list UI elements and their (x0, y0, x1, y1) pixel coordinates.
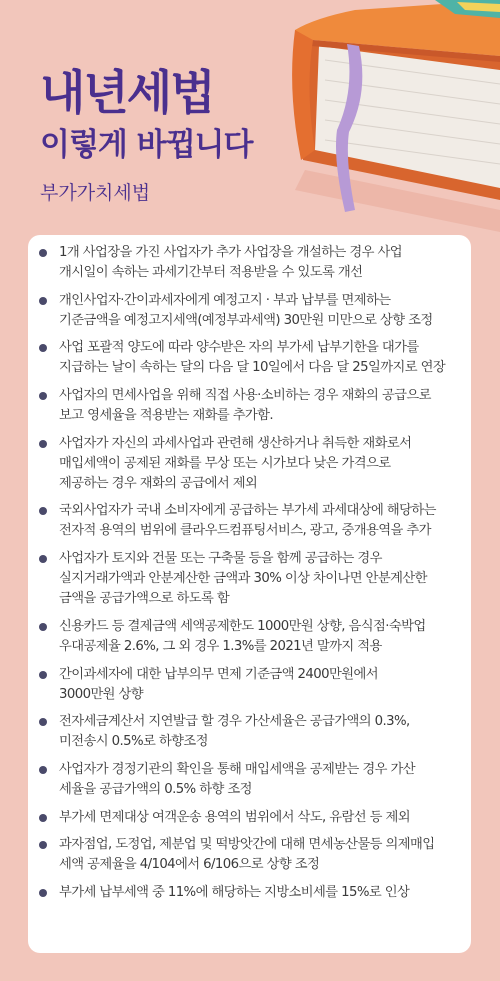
content-card (28, 235, 471, 953)
list-item (28, 386, 471, 426)
list-item-text: 3000만원 상향 (59, 686, 144, 702)
list-item (28, 501, 471, 541)
list-item-text: 국외사업자가 국내 소비자에게 공급하는 부가세 과세대상에 해당하는 (59, 503, 436, 519)
list-item-text: 1개 사업장을 가진 사업자가 추가 사업장을 개설하는 경우 사업 (59, 245, 402, 260)
list-item-text: 제공하는 경우 재화의 공급에서 제외 (59, 475, 258, 491)
list-item-text: 지급하는 날이 속하는 달의 다음 달 10일에서 다음 달 25일까지로 연장 (59, 360, 446, 376)
list-item (28, 617, 471, 657)
bullet-icon (39, 889, 47, 897)
header (0, 0, 500, 232)
list-item-text: 우대공제율 2.6%, 그 외 경우 1.3%를 2021년 말까지 적용 (59, 638, 382, 654)
bullet-icon (39, 392, 47, 400)
list-item (28, 712, 471, 752)
bullet-icon (39, 766, 47, 774)
bullet-icon (39, 623, 47, 631)
tax-change-list (28, 235, 471, 903)
list-item-text: 간이과세자에 대한 납부의무 면제 기준금액 2400만원에서 (59, 666, 378, 682)
list-item-text: 사업자가 토지와 건물 또는 구축물 등을 함께 공급하는 경우 (59, 551, 382, 567)
list-item-text: 부가세 면제대상 여객운송 용역의 범위에서 삭도, 유람선 등 제외 (59, 809, 411, 825)
list-item-text: 개시일이 속하는 과세기간부터 적용받을 수 있도록 개선 (59, 265, 363, 280)
list-item (28, 338, 471, 378)
list-item-text: 과자점업, 도정업, 제분업 및 떡방앗간에 대해 면세농산물등 의제매입 (59, 837, 435, 853)
list-item-text: 전자적 용역의 범위에 클라우드컴퓨팅서비스, 광고, 중개용역을 추가 (59, 523, 431, 539)
book-illustration-icon (285, 0, 500, 232)
list-item-text: 세액 공제율을 4/104에서 6/106으로 상향 조정 (59, 857, 320, 873)
bullet-icon (39, 297, 47, 305)
bullet-icon (39, 507, 47, 515)
list-item-text: 실지거래가액과 안분계산한 금액과 30% 이상 차이나면 안분계산한 (59, 571, 427, 587)
page-title: 내년세법 (40, 66, 214, 121)
list-item-text: 전자세금계산서 지연발급 할 경우 가산세율은 공급가액의 0.3%, (59, 714, 410, 730)
list-item-text: 금액을 공급가액으로 하도록 함 (59, 591, 230, 607)
list-item-text: 개인사업자·간이과세자에게 예정고지 · 부과 납부를 면제하는 (59, 292, 391, 308)
list-item (28, 434, 471, 494)
list-item-text: 사업자가 경정기관의 확인을 통해 매입세액을 공제받는 경우 가산 (59, 761, 415, 777)
page-subtitle: 이렇게 바뀝니다 (40, 127, 253, 163)
category-label: 부가가치세법 (40, 182, 151, 204)
list-item-text: 사업자의 면세사업을 위해 직접 사용·소비하는 경우 재화의 공급으로 (59, 388, 431, 404)
list-item-text: 신용카드 등 결제금액 세액공제한도 1000만원 상향, 음식점·숙박업 (59, 618, 426, 634)
list-item-text: 미전송시 0.5%로 하향조정 (59, 734, 208, 750)
list-item-text: 사업 포괄적 양도에 따라 양수받은 자의 부가세 납부기한을 대가를 (59, 340, 419, 356)
bullet-icon (39, 249, 47, 257)
bullet-icon (39, 555, 47, 563)
bullet-icon (39, 671, 47, 679)
list-item (28, 883, 471, 903)
bullet-icon (39, 344, 47, 352)
list-item-text: 기준금액을 예정고지세액(예정부과세액) 30만원 미만으로 상향 조정 (59, 312, 433, 328)
list-item (28, 808, 471, 828)
list-item (28, 243, 471, 283)
bullet-icon (39, 440, 47, 448)
bullet-icon (39, 814, 47, 822)
bullet-icon (39, 841, 47, 849)
list-item (28, 665, 471, 705)
list-item (28, 291, 471, 331)
list-item-text: 보고 영세율을 적용받는 재화를 추가함. (59, 408, 274, 424)
list-item (28, 760, 471, 800)
bullet-icon (39, 718, 47, 726)
list-item-text: 부가세 납부세액 중 11%에 해당하는 지방소비세를 15%로 인상 (59, 884, 410, 900)
list-item (28, 835, 471, 875)
list-item-text: 사업자가 자신의 과세사업과 관련해 생산하거나 취득한 재화로서 (59, 435, 412, 451)
list-item (28, 549, 471, 609)
list-item-text: 매입세액이 공제된 재화를 무상 또는 시가보다 낮은 가격으로 (59, 455, 391, 471)
list-item-text: 세율을 공급가액의 0.5% 하향 조정 (59, 781, 252, 797)
